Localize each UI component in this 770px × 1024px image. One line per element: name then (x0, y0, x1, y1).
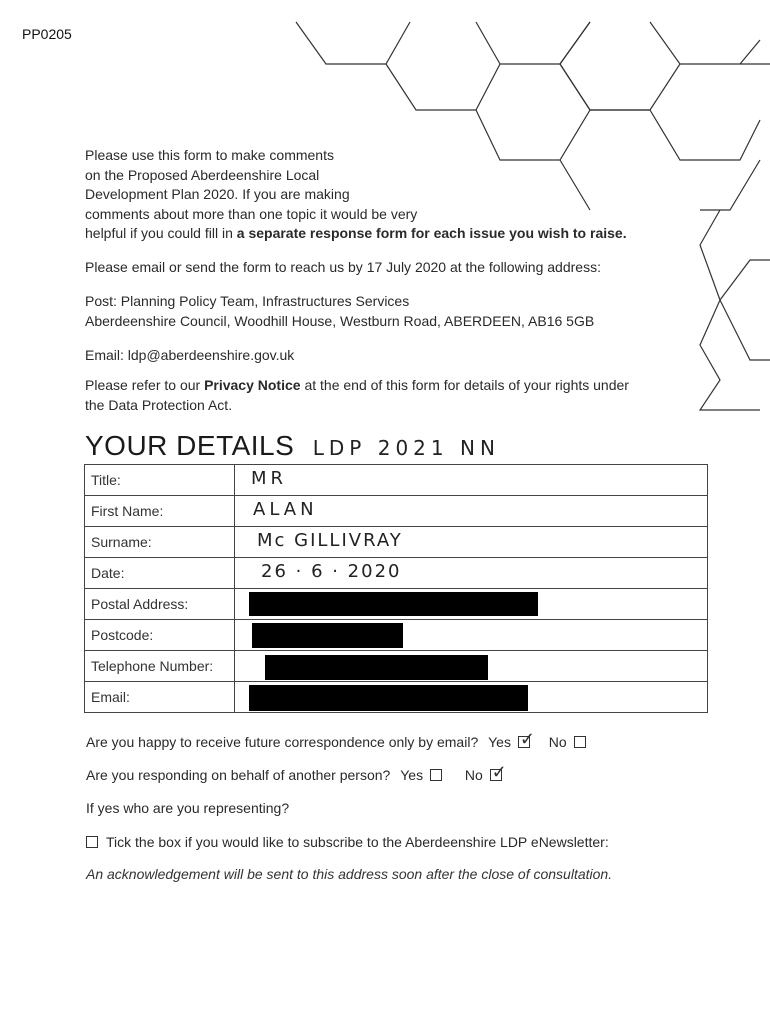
privacy-line (85, 376, 705, 396)
no-checkbox[interactable] (574, 736, 586, 748)
privacy-text: at the end of this form for details of your rights under (300, 377, 629, 393)
redaction-bar (249, 592, 538, 616)
post-line: Aberdeenshire Council, Woodhill House, Westburn Road, ABERDEEN, AB16 5GB (85, 312, 595, 329)
postcode-field[interactable] (235, 620, 708, 651)
post-line: Post: Planning Policy Team, Infrastructures Services (85, 293, 410, 309)
newsletter-checkbox[interactable] (86, 836, 98, 848)
table-row (85, 589, 708, 620)
intro-line (85, 224, 705, 244)
surname-field[interactable] (235, 527, 708, 558)
handwritten-reference: LDP 2021 NN (312, 436, 500, 460)
telephone-field[interactable] (235, 651, 708, 682)
table-row (85, 558, 708, 589)
option-label: No (464, 767, 483, 783)
question-text: Are you happy to receive future correspondence only by email? (86, 734, 479, 750)
check-mark-icon: ✓ (491, 762, 507, 782)
document-reference: PP0205 (22, 26, 72, 42)
table-row (85, 527, 708, 558)
handwritten-value: 26 · 6 · 2020 (261, 561, 402, 582)
acknowledgement-note: An acknowledgement will be sent to this address soon after the close of consultation. (86, 866, 613, 882)
check-mark-icon: ✓ (519, 729, 535, 749)
section-title-row (85, 430, 500, 462)
field-label: Title: (85, 465, 235, 496)
email-field[interactable] (235, 682, 708, 713)
option-label: Yes (400, 767, 424, 783)
yes-checkbox[interactable] (430, 769, 442, 781)
privacy-line: the Data Protection Act. (85, 396, 233, 413)
field-label: Telephone Number: (85, 651, 235, 682)
newsletter-text: Tick the box if you would like to subscribe to the Aberdeenshire LDP eNewsletter: (106, 834, 609, 850)
intro-line: on the Proposed Aberdeenshire Local (85, 166, 320, 183)
option-label: Yes (488, 734, 511, 750)
no-checkbox[interactable] (490, 762, 507, 782)
newsletter-option (86, 834, 609, 850)
yes-checkbox[interactable] (518, 729, 535, 749)
intro-line: Please use this form to make comments (85, 147, 334, 163)
email-correspondence-question (86, 729, 589, 750)
title-field[interactable] (235, 465, 708, 496)
intro-line: comments about more than one topic it would be very (85, 205, 418, 222)
field-label: Postal Address: (85, 589, 235, 620)
field-label: Postcode: (85, 620, 235, 651)
section-title: YOUR DETAILS (85, 430, 295, 461)
email-address-line: Email: ldp@aberdeenshire.gov.uk (85, 347, 295, 363)
table-row (85, 496, 708, 527)
intro-line: Development Plan 2020. If you are making (85, 186, 350, 202)
intro-bold-text: a separate response form for each issue you wish to raise. (236, 225, 627, 241)
field-label: Email: (85, 682, 235, 713)
table-row (85, 620, 708, 651)
representing-question: If yes who are you representing? (86, 800, 290, 816)
email-instruction: Please email or send the form to reach us by 17 July 2020 at the following address: (85, 259, 601, 275)
intro-text: helpful if you could fill in (85, 225, 237, 241)
privacy-notice (85, 376, 705, 415)
details-table (84, 464, 708, 713)
first-name-field[interactable] (235, 496, 708, 527)
handwritten-value: MR (251, 468, 288, 489)
intro-paragraph (85, 146, 705, 244)
field-label: Date: (85, 558, 235, 589)
option-label: No (548, 734, 567, 750)
table-row (85, 682, 708, 713)
field-label: First Name: (85, 496, 235, 527)
table-row (85, 651, 708, 682)
behalf-question (86, 762, 507, 783)
table-row (85, 465, 708, 496)
question-text: Are you responding on behalf of another person? (86, 767, 391, 783)
date-field[interactable] (235, 558, 708, 589)
privacy-text: Please refer to our (85, 377, 205, 393)
postal-address-field[interactable] (235, 589, 708, 620)
redaction-bar (249, 685, 528, 711)
field-label: Surname: (85, 527, 235, 558)
privacy-notice-link[interactable]: Privacy Notice (204, 377, 301, 393)
postal-address-block (85, 292, 705, 331)
handwritten-value: Mc GILLIVRAY (257, 530, 403, 551)
redaction-bar (265, 655, 488, 680)
redaction-bar (252, 623, 403, 648)
handwritten-value: ALAN (253, 499, 318, 520)
